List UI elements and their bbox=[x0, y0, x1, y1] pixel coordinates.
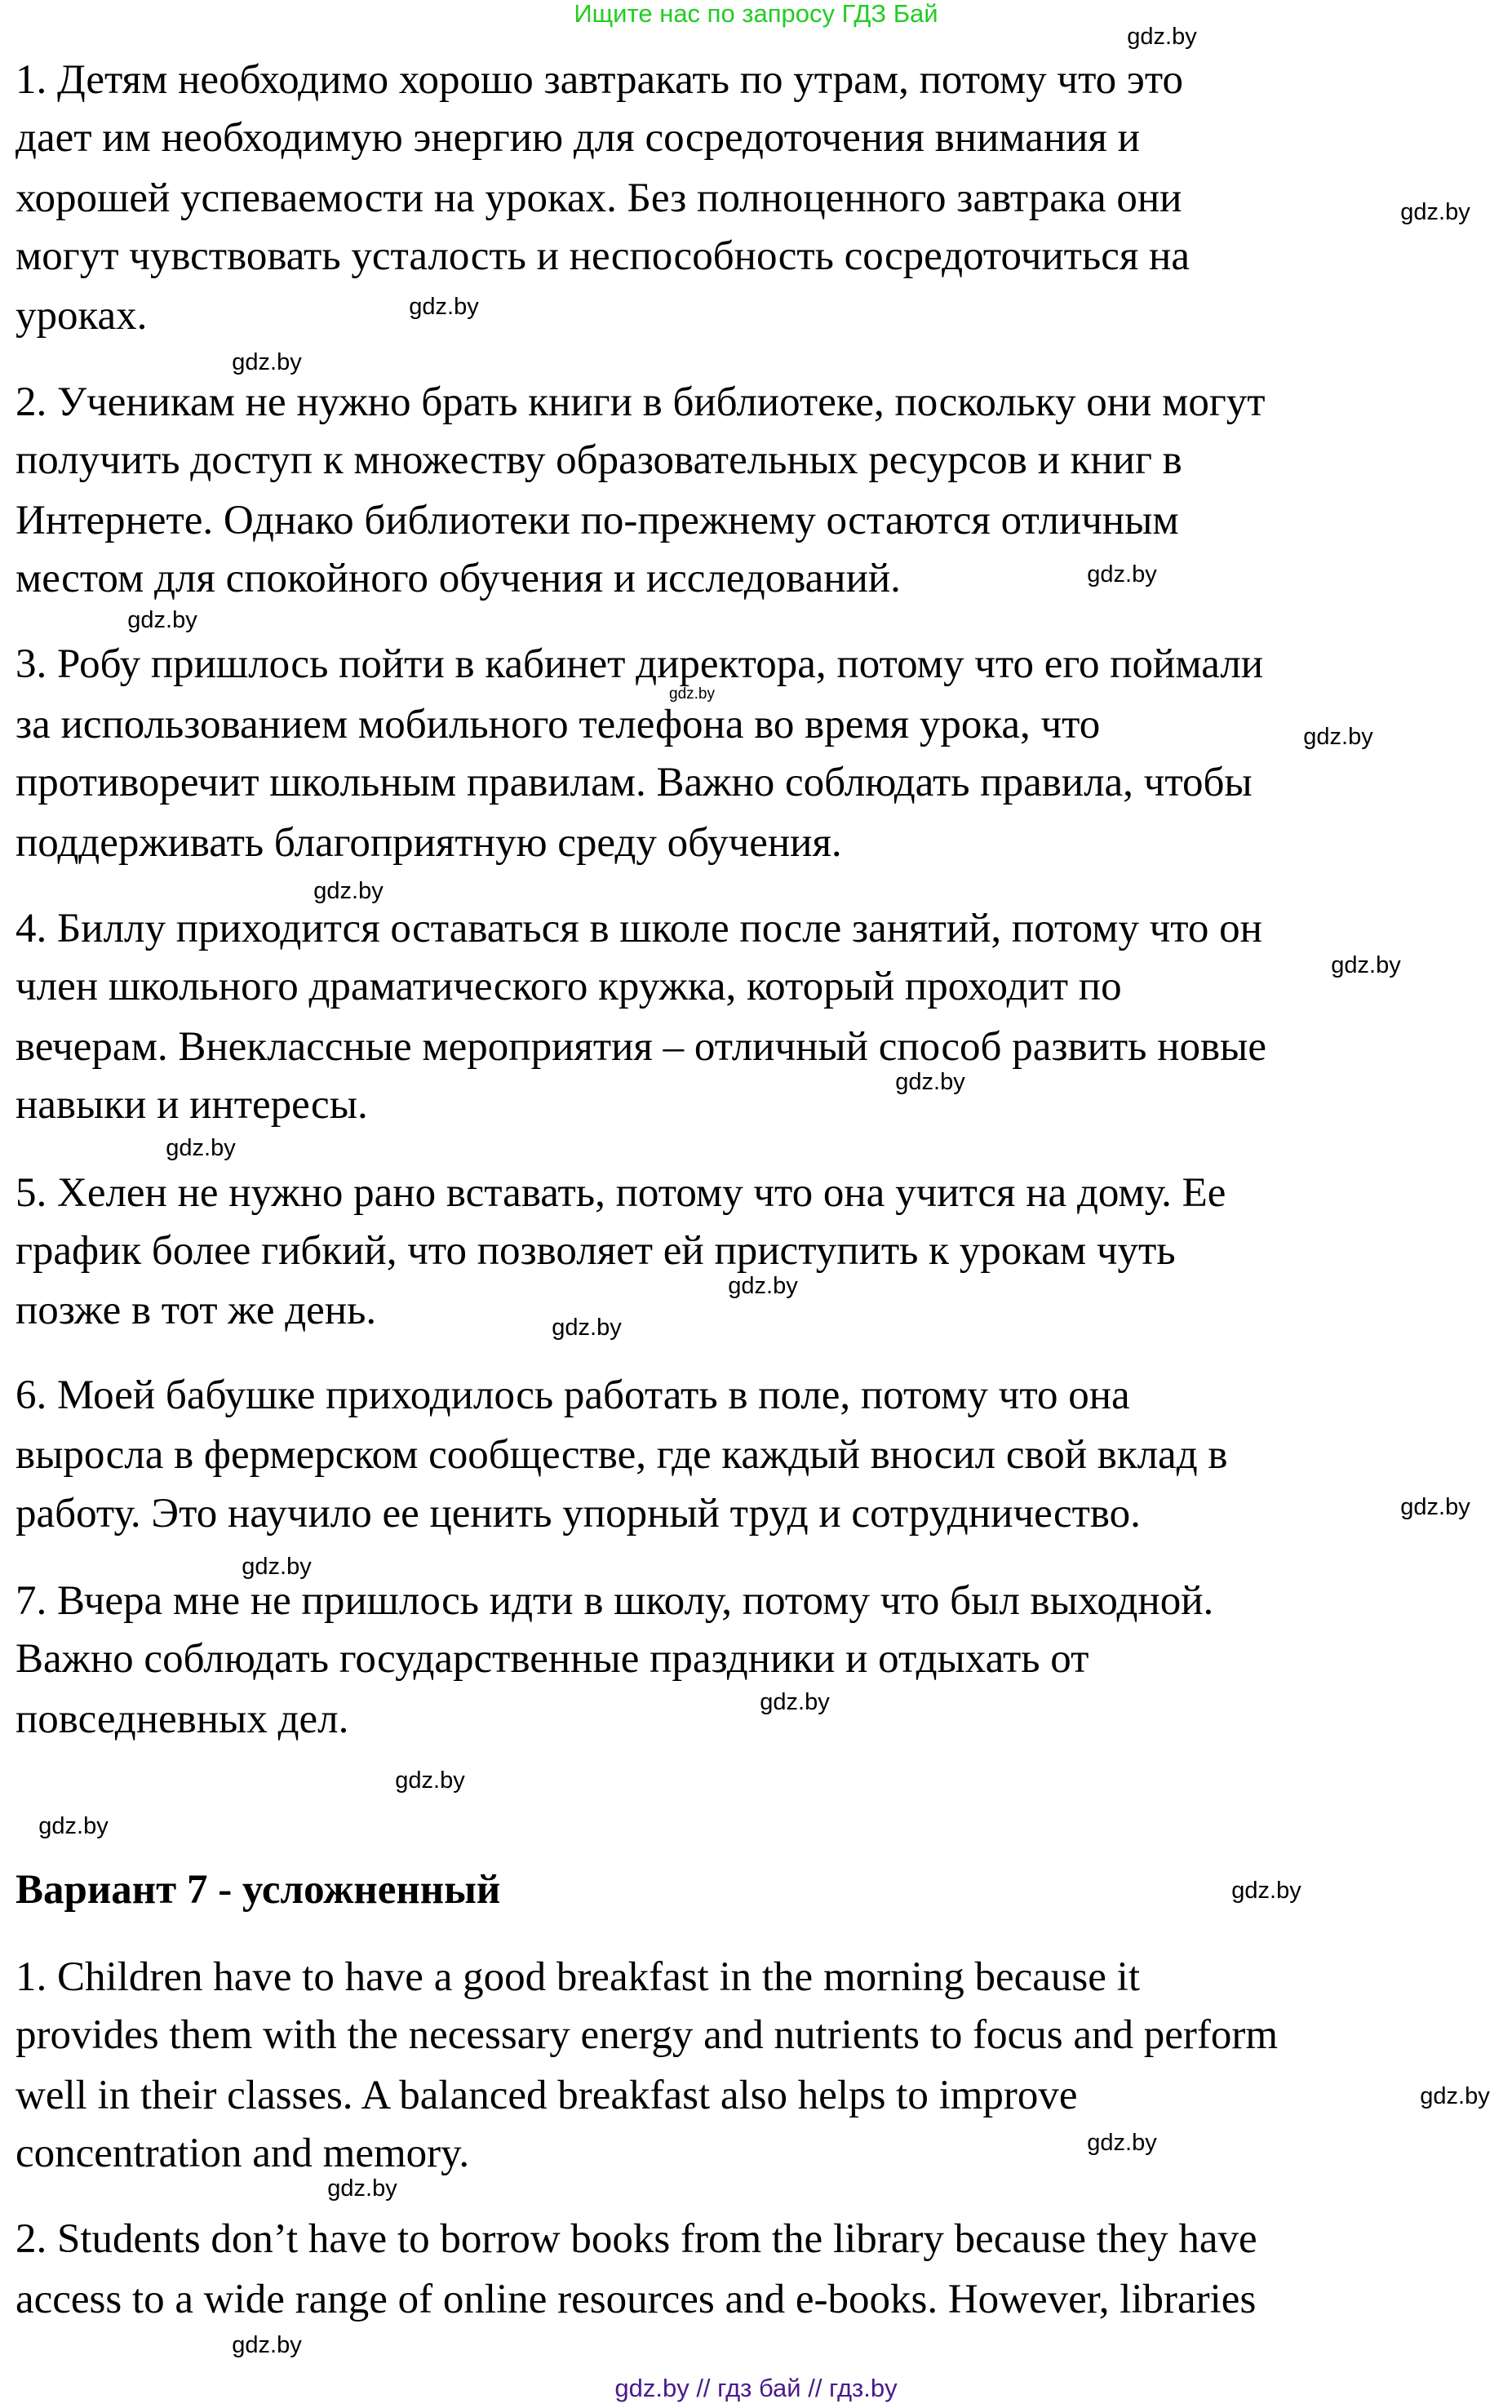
paragraph-line: поддерживать благоприятную среду обучения. bbox=[16, 820, 842, 866]
watermark-text: gdz.by bbox=[895, 1069, 965, 1095]
watermark-text: gdz.by bbox=[1331, 952, 1401, 978]
watermark-text: gdz.by bbox=[232, 2332, 302, 2358]
paragraph-line: 6. Моей бабушке приходилось работать в поле, потому что она bbox=[16, 1373, 1130, 1418]
watermark-text: gdz.by bbox=[166, 1135, 236, 1161]
paragraph-line: выросла в фермерском сообществе, где каждый вносил свой вклад в bbox=[16, 1432, 1228, 1478]
watermark-text: gdz.by bbox=[1087, 561, 1157, 588]
paragraph-line: access to a wide range of online resources and e-books. However, libraries bbox=[16, 2277, 1257, 2322]
watermark-text: gdz.by bbox=[1400, 199, 1470, 225]
watermark-text: gdz.by bbox=[552, 1315, 622, 1341]
watermark-text: gdz.by bbox=[669, 685, 715, 703]
paragraph-line: 4. Биллу приходится оставаться в школе после занятий, потому что он bbox=[16, 906, 1262, 951]
paragraph-line: 5. Хелен не нужно рано вставать, потому что она учится на дому. Ее bbox=[16, 1170, 1226, 1216]
paragraph-line: provides them with the necessary energy and nutrients to focus and perform bbox=[16, 2012, 1279, 2058]
footer-links[interactable]: gdz.by // гдз бай // гдз.by bbox=[614, 2374, 898, 2402]
paragraph-line: 7. Вчера мне не пришлось идти в школу, потому что был выходной. bbox=[16, 1578, 1214, 1624]
paragraph-line: член школьного драматического кружка, который проходит по bbox=[16, 964, 1122, 1009]
section-heading: Вариант 7 - усложненный bbox=[16, 1867, 501, 1913]
watermark-text: gdz.by bbox=[395, 1767, 465, 1794]
watermark-text: gdz.by bbox=[1127, 24, 1197, 50]
paragraph-line: хорошей успеваемости на уроках. Без полноценного завтрака они bbox=[16, 175, 1182, 221]
paragraph-line: повседневных дел. bbox=[16, 1696, 349, 1742]
paragraph-line: навыки и интересы. bbox=[16, 1082, 368, 1128]
watermark-text: gdz.by bbox=[1087, 2130, 1157, 2156]
paragraph-line: Интернете. Однако библиотеки по-прежнему остаются отличным bbox=[16, 498, 1179, 543]
watermark-text: gdz.by bbox=[1303, 724, 1373, 750]
paragraph-line: график более гибкий, что позволяет ей приступить к урокам чуть bbox=[16, 1228, 1176, 1274]
paragraph-line: concentration and memory. bbox=[16, 2131, 470, 2176]
watermark-text: gdz.by bbox=[1231, 1878, 1301, 1904]
paragraph-line: противоречит школьным правилам. Важно соблюдать правила, чтобы bbox=[16, 760, 1253, 805]
paragraph-line: 1. Children have to have a good breakfast in the morning because it bbox=[16, 1954, 1140, 2000]
watermark-text: gdz.by bbox=[38, 1813, 109, 1839]
paragraph-line: дает им необходимую энергию для сосредоточения внимания и bbox=[16, 115, 1140, 161]
watermark-text: gdz.by bbox=[1400, 1494, 1470, 1520]
paragraph-line: 1. Детям необходимо хорошо завтракать по утрам, потому что это bbox=[16, 57, 1183, 103]
paragraph-line: well in their classes. A balanced breakfast also helps to improve bbox=[16, 2073, 1078, 2118]
paragraph-line: позже в тот же день. bbox=[16, 1288, 377, 1333]
paragraph-line: получить доступ к множеству образовательных ресурсов и книг в bbox=[16, 437, 1182, 483]
watermark-text: gdz.by bbox=[760, 1689, 830, 1715]
paragraph-line: 3. Робу пришлось пойти в кабинет директора, потому что его поймали bbox=[16, 641, 1264, 687]
watermark-text: gdz.by bbox=[409, 294, 479, 320]
paragraph-line: местом для спокойного обучения и исследований. bbox=[16, 556, 901, 601]
watermark-text: gdz.by bbox=[242, 1554, 312, 1580]
watermark-text: gdz.by bbox=[728, 1273, 798, 1299]
watermark-text: gdz.by bbox=[327, 2175, 397, 2202]
watermark-text: gdz.by bbox=[232, 349, 302, 375]
paragraph-line: за использованием мобильного телефона во время урока, что bbox=[16, 702, 1101, 747]
watermark-text: gdz.by bbox=[127, 607, 197, 633]
paragraph-line: 2. Students don’t have to borrow books from the library because they have bbox=[16, 2216, 1257, 2262]
paragraph-line: вечерам. Внеклассные мероприятия – отличный способ развить новые bbox=[16, 1024, 1266, 1070]
search-banner[interactable]: Ищите нас по запросу ГДЗ Бай bbox=[574, 0, 938, 28]
paragraph-line: уроках. bbox=[16, 293, 148, 339]
paragraph-line: 2. Ученикам не нужно брать книги в библиотеке, поскольку они могут bbox=[16, 379, 1266, 425]
paragraph-line: Важно соблюдать государственные праздники и отдыхать от bbox=[16, 1636, 1089, 1682]
watermark-text: gdz.by bbox=[1420, 2083, 1490, 2109]
paragraph-line: могут чувствовать усталость и неспособность сосредоточиться на bbox=[16, 233, 1190, 279]
paragraph-line: работу. Это научило ее ценить упорный труд и сотрудничество. bbox=[16, 1491, 1141, 1537]
watermark-text: gdz.by bbox=[313, 878, 384, 904]
